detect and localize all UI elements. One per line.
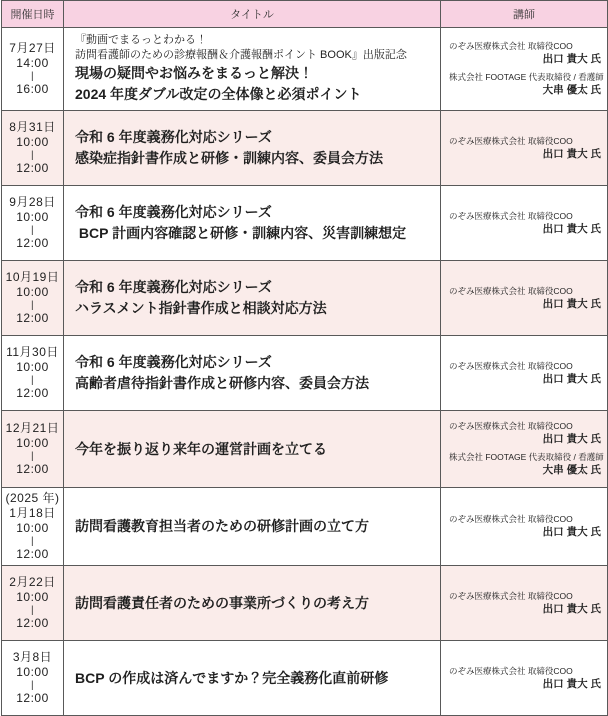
session-title	[64, 641, 441, 716]
date-line: 12月21日	[5, 421, 60, 435]
time-separator: |	[30, 225, 35, 236]
date-line: 3月8日	[12, 650, 53, 664]
session-title	[64, 28, 441, 111]
session-title	[64, 488, 441, 566]
title-main-line: BCP 計画内容確認と研修・訓練内容、災害訓練想定	[75, 225, 407, 241]
session-title	[64, 336, 441, 411]
date-line: 12:00	[16, 616, 49, 630]
session-lecturers	[441, 566, 608, 641]
lecturer	[449, 591, 601, 616]
title-main-line: 令和 6 年度義務化対応シリーズ	[75, 279, 272, 295]
lecturer-name: 出口 貴大 氏	[542, 53, 601, 65]
date-line: 12:00	[16, 691, 49, 705]
lecturer-name: 出口 貴大 氏	[542, 147, 601, 160]
time-separator: |	[30, 536, 35, 547]
time-separator: |	[30, 375, 35, 386]
lecturer-affiliation: 株式会社 FOOTAGE 代表取締役 / 看護師	[449, 452, 604, 462]
lecturer-name: 出口 貴大 氏	[542, 222, 601, 235]
lecturer	[449, 136, 601, 161]
title-main-line: 現場の疑問やお悩みをまるっと解決！	[75, 65, 313, 81]
title-main-line: 令和 6 年度義務化対応シリーズ	[75, 204, 272, 220]
date-line: 7月27日	[9, 41, 56, 55]
time-separator: |	[30, 300, 35, 311]
title-main-line: ハラスメント指針書作成と相談対応方法	[75, 300, 327, 316]
lecturer-name: 出口 貴大 氏	[542, 372, 601, 385]
date-line: 10:00	[16, 436, 49, 450]
session-datetime	[2, 566, 64, 641]
header-datetime: 開催日時	[2, 1, 64, 28]
lecturer-affiliation: のぞみ医療株式会社 取締役COO	[449, 135, 573, 146]
date-line: 9月28日	[9, 195, 56, 209]
date-line: 12:00	[16, 311, 49, 325]
lecturer-affiliation: のぞみ医療株式会社 取締役COO	[449, 665, 573, 676]
lecturer	[449, 452, 604, 477]
session-title	[64, 261, 441, 336]
title-main-line: 今年を振り返り来年の運営計画を立てる	[75, 440, 327, 457]
lecturer	[449, 421, 601, 446]
session-title	[64, 186, 441, 261]
lecturer	[449, 666, 601, 691]
date-line: 12:00	[16, 462, 49, 476]
date-line: 2月22日	[9, 575, 56, 589]
session-datetime	[2, 28, 64, 111]
session-lecturers	[441, 641, 608, 716]
lecturer-affiliation: のぞみ医療株式会社 取締役COO	[449, 421, 573, 431]
date-line: 10:00	[16, 590, 49, 604]
date-line: 10:00	[16, 360, 49, 374]
header-lecturer: 講師	[441, 1, 608, 28]
date-line: 11月30日	[6, 345, 59, 359]
lecturer	[449, 41, 601, 66]
date-line: 12:00	[16, 161, 49, 175]
date-line: 10:00	[16, 210, 49, 224]
date-line: 12:00	[16, 386, 49, 400]
date-line: 1月18日	[9, 506, 56, 520]
lecturer-affiliation: のぞみ医療株式会社 取締役COO	[449, 210, 573, 221]
time-separator: |	[30, 451, 35, 462]
table-row	[2, 111, 608, 186]
lecturer-name: 出口 貴大 氏	[542, 602, 601, 615]
date-line: 10:00	[16, 135, 49, 149]
table-row	[2, 336, 608, 411]
date-line: 10:00	[16, 285, 49, 299]
lecturer-affiliation: 株式会社 FOOTAGE 代表取締役 / 看護師	[449, 72, 604, 82]
lecturer-name: 出口 貴大 氏	[542, 433, 601, 445]
time-separator: |	[30, 71, 35, 82]
table-row	[2, 488, 608, 566]
lecturer-name: 大串 優太 氏	[542, 464, 601, 476]
table-row	[2, 641, 608, 716]
date-line: 10月19日	[5, 270, 60, 284]
title-main-line: 高齢者虐待指針書作成と研修内容、委員会方法	[75, 375, 369, 391]
title-main-line: 令和 6 年度義務化対応シリーズ	[75, 354, 272, 370]
session-datetime	[2, 336, 64, 411]
time-separator: |	[30, 150, 35, 161]
lecturer-affiliation: のぞみ医療株式会社 取締役COO	[449, 360, 573, 371]
session-datetime	[2, 111, 64, 186]
lecturer-affiliation: のぞみ医療株式会社 取締役COO	[449, 285, 573, 296]
date-line: 12:00	[16, 236, 49, 250]
lecturer	[449, 211, 601, 236]
time-separator: |	[30, 680, 35, 691]
lecturer	[449, 286, 601, 311]
session-datetime	[2, 411, 64, 488]
time-separator: |	[30, 605, 35, 616]
table-row	[2, 28, 608, 111]
table-row	[2, 261, 608, 336]
lecturer-affiliation: のぞみ医療株式会社 取締役COO	[449, 41, 573, 51]
lecturer-name: 出口 貴大 氏	[542, 526, 601, 538]
session-title	[64, 566, 441, 641]
table-row	[2, 186, 608, 261]
title-main-line: 訪問看護教育担当者のための研修計画の立て方	[75, 518, 369, 534]
date-line: 8月31日	[9, 120, 56, 134]
lecturer-name: 大串 優太 氏	[542, 84, 601, 96]
date-line: 10:00	[16, 665, 49, 679]
date-line: 14:00	[16, 56, 49, 70]
title-main-line: BCP の作成は済んでますか？完全義務化直前研修	[75, 669, 389, 686]
title-main-line: 感染症指針書作成と研修・訓練内容、委員会方法	[75, 150, 383, 166]
date-line: 10:00	[16, 521, 49, 535]
seminar-schedule-table	[1, 0, 608, 716]
date-line: 12:00	[16, 547, 49, 561]
title-intro-line: 訪問看護師のための診療報酬＆介護報酬ポイント BOOK』出版記念	[75, 49, 407, 61]
lecturer-name: 出口 貴大 氏	[542, 677, 601, 690]
table-header	[2, 1, 608, 28]
title-intro-line: 『動画でまるっとわかる！	[75, 34, 207, 46]
schedule-body	[2, 28, 608, 716]
session-lecturers	[441, 111, 608, 186]
title-main-line: 令和 6 年度義務化対応シリーズ	[75, 129, 272, 145]
date-line: (2025 年)	[5, 491, 60, 505]
session-title	[64, 411, 441, 488]
session-datetime	[2, 186, 64, 261]
session-datetime	[2, 488, 64, 566]
session-lecturers	[441, 261, 608, 336]
session-title	[64, 111, 441, 186]
session-datetime	[2, 261, 64, 336]
session-lecturers	[441, 28, 608, 111]
lecturer	[449, 361, 601, 386]
lecturer-affiliation: のぞみ医療株式会社 取締役COO	[449, 514, 573, 524]
lecturer-name: 出口 貴大 氏	[542, 297, 601, 310]
session-lecturers	[441, 186, 608, 261]
title-main-line: 訪問看護責任者のための事業所づくりの考え方	[75, 594, 369, 611]
session-lecturers	[441, 336, 608, 411]
session-lecturers	[441, 488, 608, 566]
table-row	[2, 566, 608, 641]
session-lecturers	[441, 411, 608, 488]
lecturer	[449, 514, 601, 539]
lecturer-affiliation: のぞみ医療株式会社 取締役COO	[449, 590, 573, 601]
header-row	[2, 1, 608, 28]
date-line: 16:00	[16, 82, 49, 96]
session-datetime	[2, 641, 64, 716]
lecturer	[449, 72, 604, 97]
table-row	[2, 411, 608, 488]
title-main-line: 2024 年度ダブル改定の全体像と必須ポイント	[75, 86, 362, 102]
header-title: タイトル	[64, 1, 441, 28]
